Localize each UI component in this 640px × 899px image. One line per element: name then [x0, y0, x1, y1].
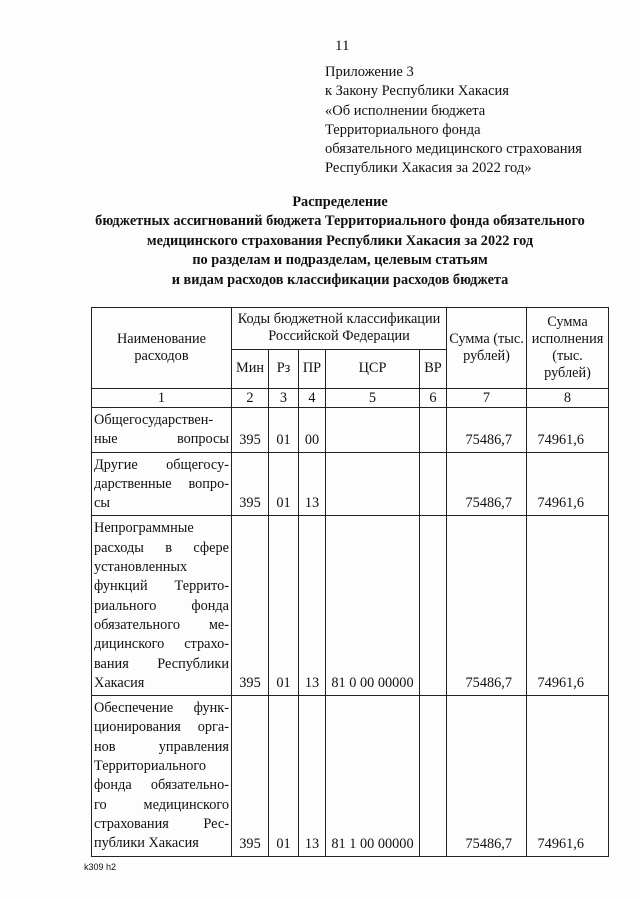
- row-csr: [326, 452, 420, 516]
- header-csr: ЦСР: [326, 349, 420, 389]
- header-exec: Сумма исполнения (тыс. рублей): [527, 308, 609, 389]
- row-name: Непрограммные расходы в сфере установленных функций Террито- риального фонда обязательного ме- дицинского страхо- вания Республики Хакасия: [92, 516, 232, 696]
- row-name: Другие общегосу- дарственные вопро- сы: [92, 452, 232, 516]
- title-line: и видам расходов классификации расходов бюджета: [171, 271, 509, 288]
- appendix-line: к Закону Республики Хакасия: [325, 83, 509, 100]
- column-number: 3: [269, 389, 299, 408]
- appendix-line: обязательного медицинского страхования: [325, 141, 582, 158]
- row-name: Обеспечение функ- ционирования орга- нов управления Территориального фонда обязательно- го медицинского страхования Рес- публики Хакасия: [92, 696, 232, 856]
- document-title: [60, 193, 620, 290]
- row-pr: 13: [299, 516, 326, 696]
- table-row: [92, 516, 609, 696]
- header-row: [92, 308, 609, 350]
- appendix-line: Приложение 3: [325, 64, 414, 80]
- row-vr: [420, 696, 447, 856]
- row-vr: [420, 516, 447, 696]
- row-vr: [420, 452, 447, 516]
- column-number-row: [92, 389, 609, 408]
- appendix-block: [325, 63, 582, 179]
- row-exec: 74961,6: [527, 408, 609, 453]
- row-sum: 75486,7: [447, 696, 527, 856]
- title-line: бюджетных ассигнований бюджета Территориального фонда обязательного: [95, 213, 585, 230]
- column-number: 7: [447, 389, 527, 408]
- row-pr: 13: [299, 452, 326, 516]
- column-number: 4: [299, 389, 326, 408]
- row-min: 395: [232, 408, 269, 453]
- title-line: Распределение: [292, 194, 388, 210]
- row-sum: 75486,7: [447, 452, 527, 516]
- row-min: 395: [232, 696, 269, 856]
- column-number: 5: [326, 389, 420, 408]
- row-rz: 01: [269, 696, 299, 856]
- row-pr: 00: [299, 408, 326, 453]
- row-sum: 75486,7: [447, 408, 527, 453]
- header-rz: Рз: [269, 349, 299, 389]
- row-vr: [420, 408, 447, 453]
- column-number: 8: [527, 389, 609, 408]
- appendix-line: Республики Хакасия за 2022 год»: [325, 160, 532, 177]
- row-exec: 74961,6: [527, 516, 609, 696]
- title-line: по разделам и подразделам, целевым статьям: [192, 252, 488, 269]
- row-exec: 74961,6: [527, 452, 609, 516]
- row-csr: [326, 408, 420, 453]
- header-pr: ПР: [299, 349, 326, 389]
- title-line: медицинского страхования Республики Хакасия за 2022 год: [146, 232, 534, 249]
- header-vr: ВР: [420, 349, 447, 389]
- table-row: [92, 408, 609, 453]
- header-min: Мин: [232, 349, 269, 389]
- row-name: Общегосударствен- ные вопросы: [92, 408, 232, 453]
- row-exec: 74961,6: [527, 696, 609, 856]
- appendix-line: «Об исполнении бюджета: [325, 102, 486, 119]
- column-number: 1: [92, 389, 232, 408]
- row-pr: 13: [299, 696, 326, 856]
- table-row: [92, 452, 609, 516]
- appendix-line: Территориального фонда: [325, 121, 481, 138]
- column-number: 6: [420, 389, 447, 408]
- row-csr: 81 0 00 00000: [326, 516, 420, 696]
- header-name: Наименование расходов: [92, 308, 232, 389]
- row-rz: 01: [269, 408, 299, 453]
- footer-code: k309 h2: [84, 862, 117, 872]
- table-row: [92, 696, 609, 856]
- row-csr: 81 1 00 00000: [326, 696, 420, 856]
- page-number: 11: [335, 38, 350, 54]
- column-number: 2: [232, 389, 269, 408]
- header-codes-group: Коды бюджетной классификации Российской Федерации: [232, 308, 447, 350]
- row-rz: 01: [269, 516, 299, 696]
- row-sum: 75486,7: [447, 516, 527, 696]
- row-rz: 01: [269, 452, 299, 516]
- header-sum: Сумма (тыс. рублей): [447, 308, 527, 389]
- budget-table: [91, 307, 609, 857]
- row-min: 395: [232, 452, 269, 516]
- row-min: 395: [232, 516, 269, 696]
